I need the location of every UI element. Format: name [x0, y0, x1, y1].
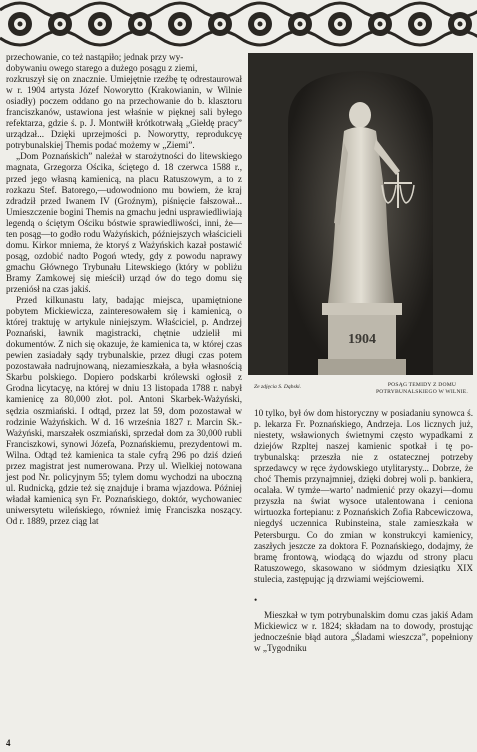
right-text-column [254, 408, 473, 654]
paragraph: dobywaniu owego starego a dużego posągu z ziemi, [6, 63, 198, 74]
paragraph: przechowanie, co też nastąpiło; jednak przy wy- [6, 52, 184, 62]
paragraph: „Dom Poznańskich” należał w starożytności do litewskiego magnata, Grzegorza Ościka, ściętego d. 18 czerwca 1588 r., przed jego własną kamienicą, na placu Ratuszowym, a to z rozkazu Stef. Batorego,—udowodniono mu bowiem, że kraj zdradził przed Iwanem IV (Groźnym), piśnięcie fałszował... Umieszczenie bogini Themis na gmachu jedni usprawiedliwiają legendą o ściętym Ościku bóstwie sprawiedliwości, inni, że—ten posąg—to godło rodu Ważyńskich, późniejszych właścicieli domu. Kirkor mniema, że ktoryś z Ważyńskich kazał postawić posąg, ozdobić nadto Pogoń wtedy, gdy z powodu naprawy gmachu Głównego Trybunału Litewskiego (który w pobliżu Bramy Zamkowej się mieścił) urząd ów do tego domu się przeniósł na czas jakiś. [6, 151, 242, 294]
page-number: 4 [6, 738, 11, 748]
paragraph: Przed kilkunastu laty, badając miejsca, upamiętnione pobytem Mickiewicza, zainteresowałem się i kamienicą, o której traktuję w artykule niniejszym. Właściciel, p. Andrzej Poznański, ławnik magistracki, chętnie udzielił mi dokumentów. Z nich się okazuje, że kamienica ta, w której czas pewien zasiadały sądy trybunalskie, przez długi czas potem pozostawała nadrujnowaną, niezamieszkała, a była własnością Skarbu polskiego. Dopiero podskarbi królewski ogłosił z Grodna licytacyę, na której w dniu 13 listopada 1788 r. nabył kamienicę za 80,000 złot. pol. Antoni Skarbek-Ważyński, sędzia oszmiański. I odtąd, przez lat 59, dom pozostawał w rodzinie Ważyńskich. W d. 16 września 1827 r. Marcin Sk.-Ważyński, marszałek oszmiański, sprzedał dom za 30,000 rubli Franciszkowi, synowi Józefa, Poznańskiemu, prezydentowi m. Wilna. Odtąd też kamienica ta stale cyfrą 296 po dziś dzień przez magistrat jest numerowana. Przy ul. Wielkiej notowana jest pod Nr. policyjnym 55; tylem domu wychodzi na uboczną ul. Rudnicką, gdzie też się znajduje i brama wjazdowa. Później władał kamienicą syn Fr. Poznańskiego, doktór, wychowaniec uniwersytetu wileńskiego, również imię Franciszka noszący. Od r. 1889, przez ciąg lat [6, 295, 242, 526]
paragraph: Mieszkał w tym potrybunalskim domu czas jakiś Adam Mickiewicz w r. 1824; składam na to dowody, prostując jednocześnie błąd autora „Śladami wieszcza”, popełniony w „Tygodniku [254, 609, 473, 653]
photo-credit: Ze zdjęcia S. Dąbski. [254, 384, 302, 390]
paragraph: 10 tylko, był ów dom historyczny w posiadaniu synowca ś. p. lekarza Fr. Poznańskiego, Andrzeja. Los licznych już, niestety, wsławionych świetnymi często wypadkami z dziejów Rzpltej naszej kamienic spotkał i tę po-trybunalską: przeszła nie z ostatecznej potrzeby sprzedawcy w ręce żydowskiego utylitarysty... Dobrze, że choć Themis przynajmniej, dzięki dobrej woli p. bankiera, ocalała. W tymże—warto’ nadmienić przy okazyi—domu przyszła na świat wysoce utalentowana i ceniona wirtuozka fortepianu: z Poznańskich Zofia Rabcewiczowa, niegdyś uczennica Rubinsteina, stale zamieszkała w Petersburgu. Co do zmian w konstrukcyi kamienicy, zaszłych jeszcze za doktora F. Poznańskiego, dodajmy, że bramę frontową, wiodącą do wjazdu od strony placu Ratuszowego, skasowano w siódmym dziesiątku XIX stulecia, zastępując ją drzwiami wejściowemi. [254, 408, 473, 584]
decorative-header-ornament [0, 0, 477, 50]
photo-caption [254, 382, 474, 404]
section-separator: • [254, 594, 258, 605]
paragraph: rozkruszył się on znacznie. Umiejętnie rzeźbę tę odrestaurował w r. 1904 artysta Józef Noworytto (Krakowianin, w Wilnie osiadły) poczem oddano go na przechowanie do b. klasztoru franciszkanów, ustawiona jest właśnie w pięknej sali byłego refektarza, gdzie ś. p. J. Montwiłł krótkotrwałą „Giełdę pracy” urządzał... Dzięki uprzejmości p. Noworytty, reprodukcyę potrybunalskiej Themis podać możemy w „Ziemi”. [6, 74, 242, 151]
left-text-column [6, 52, 242, 527]
photo-caption-title: POSĄG TEMIDY Z DOMU POTRYBUNALSKIEGO W WILNIE. [375, 382, 469, 395]
themis-statue-photo [248, 53, 473, 375]
statue-date-inscription: 1904 [348, 332, 376, 347]
